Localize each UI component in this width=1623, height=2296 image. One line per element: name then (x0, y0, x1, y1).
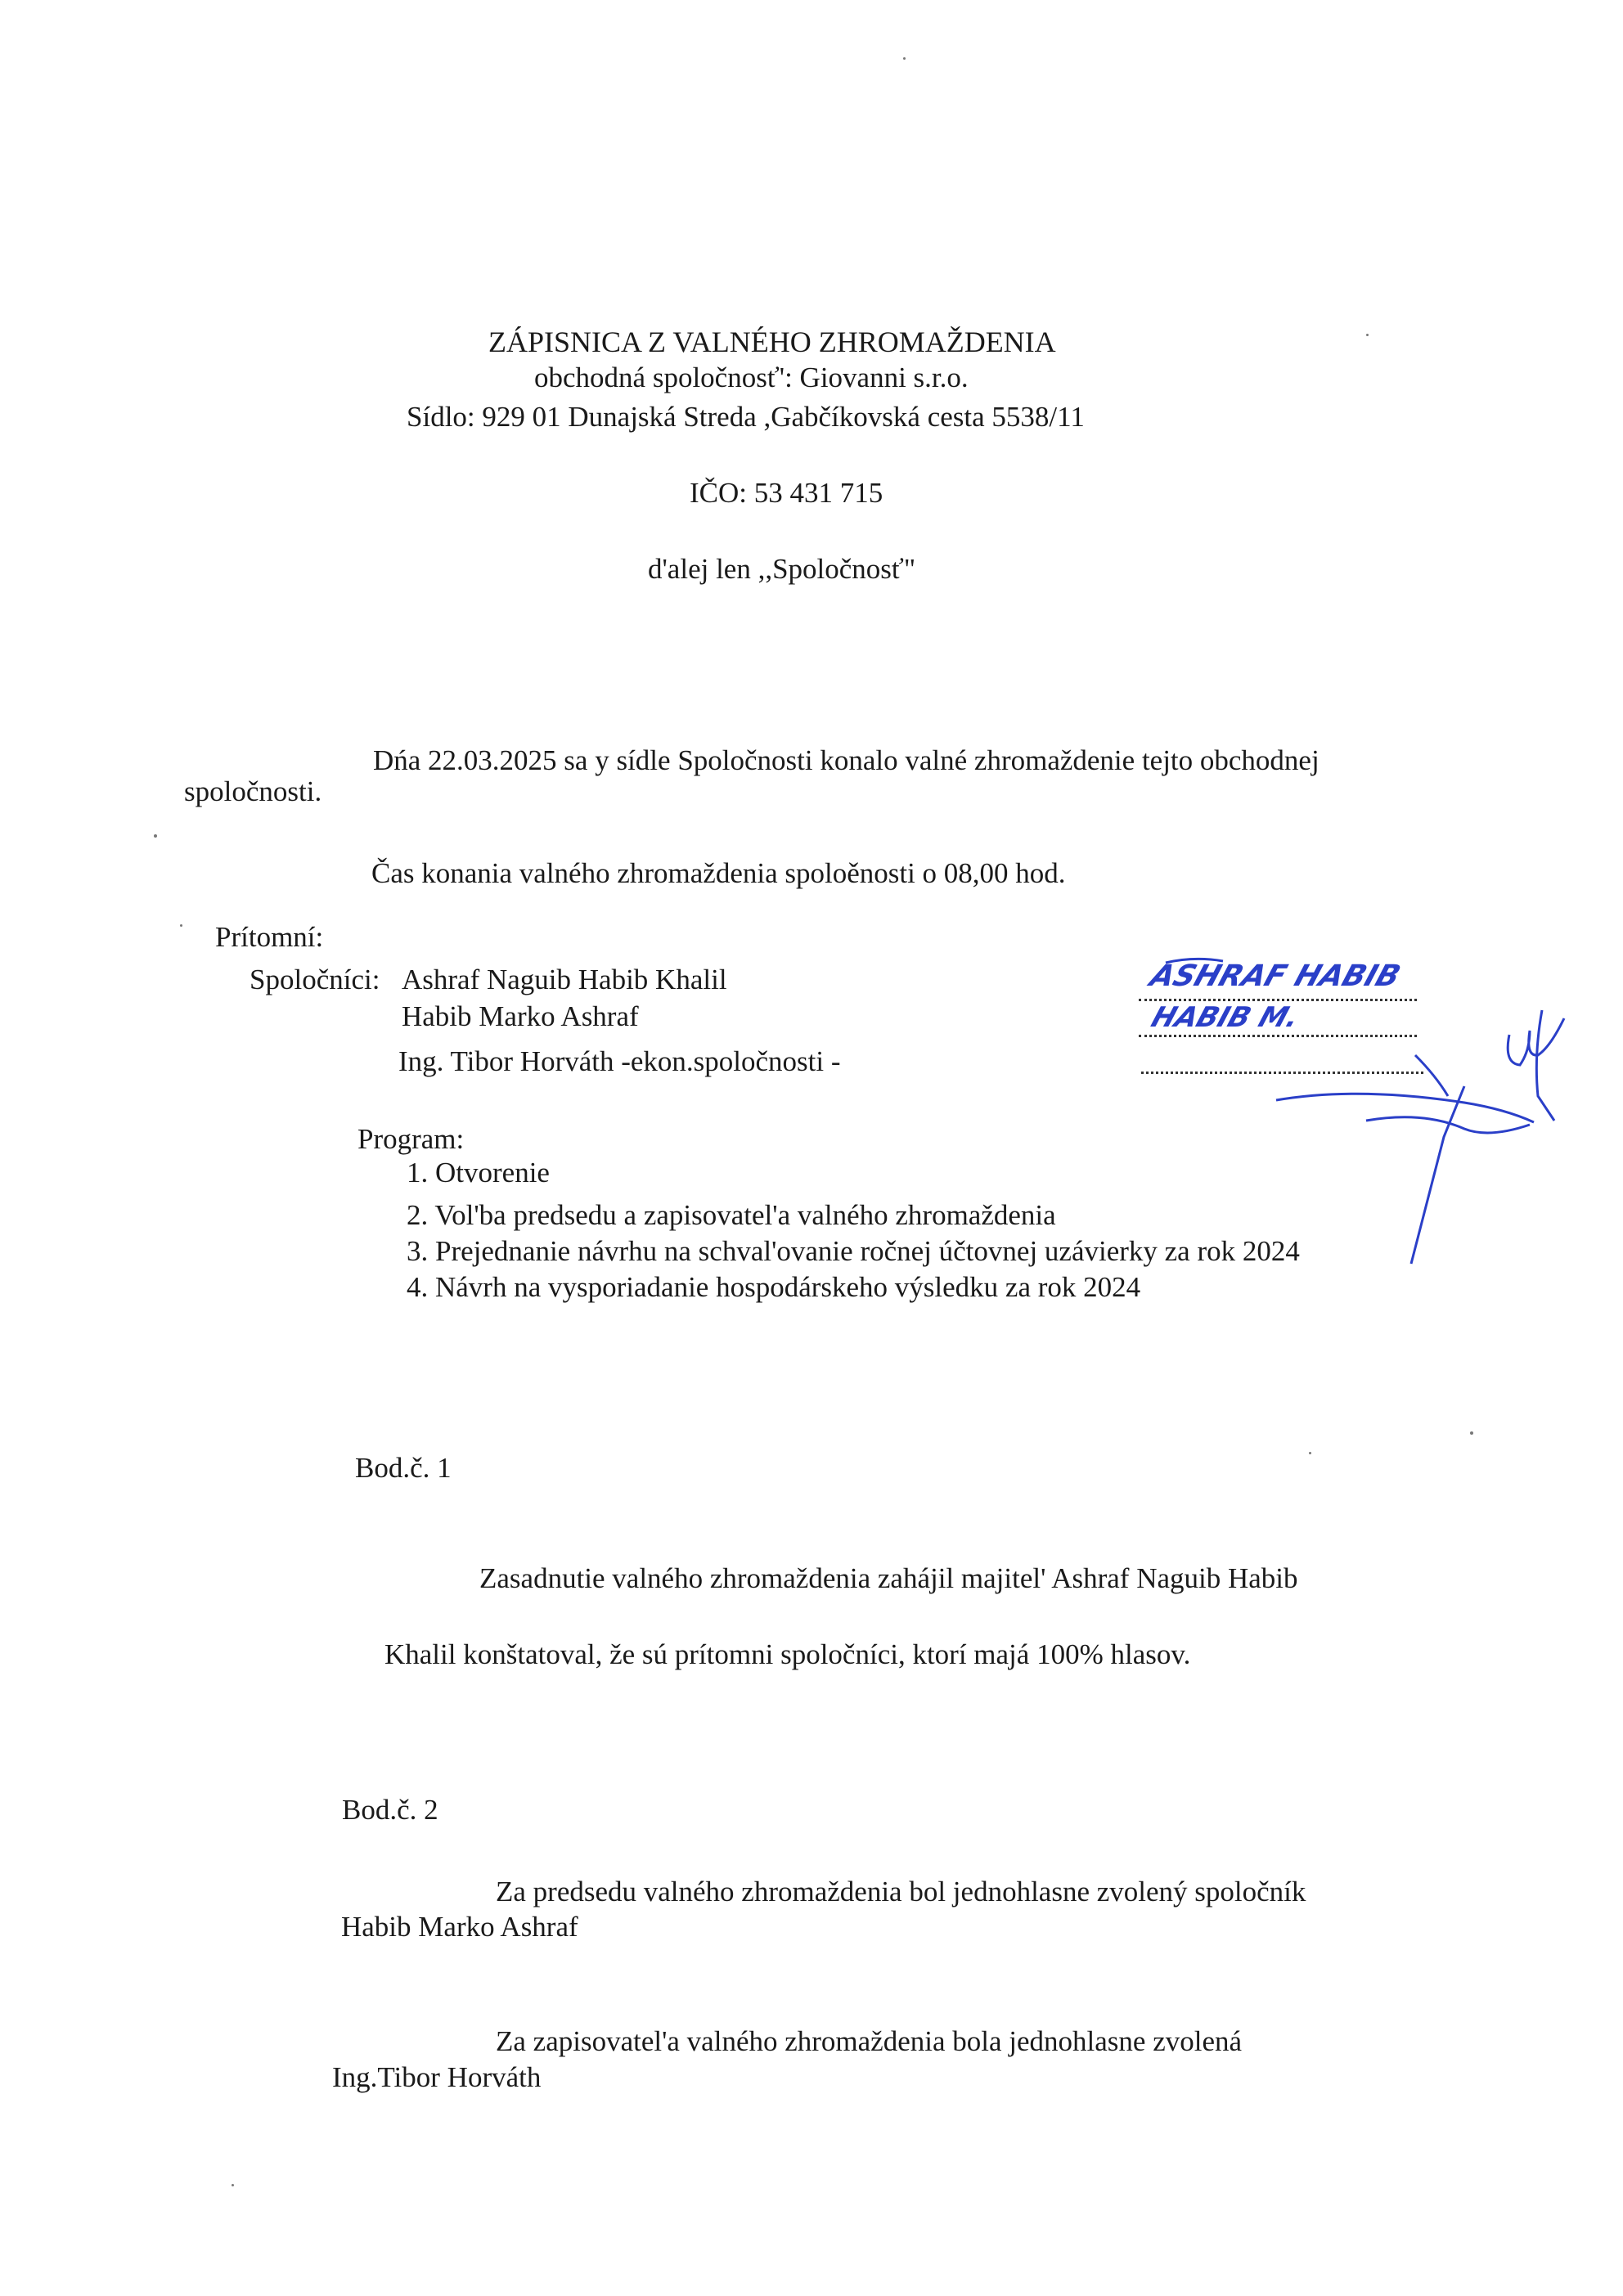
program-item-1: 1. Otvorenie (407, 1157, 550, 1188)
alias-line: d'alej len ,,Spoločnosť" (648, 553, 916, 585)
program-item-3: 3. Prejednanie návrhu na schval'ovanie ročnej účtovnej uzávierky za rok 2024 (407, 1235, 1300, 1267)
intro-line-2: spoločnosti. (184, 775, 322, 807)
economist-name: Ing. Tibor Horváth -ekon.spoločnosti - (398, 1045, 841, 1077)
ico-line: IČO: 53 431 715 (690, 477, 883, 509)
scan-speck (1309, 1452, 1311, 1454)
partners-label: Spoločníci: (250, 964, 380, 995)
intro-line-1: Dńa 22.03.2025 sa y sídle Spoločnosti konalo valné zhromaždenie tejto obchodnej (373, 744, 1320, 776)
program-item-4: 4. Návrh na vysporiadanie hospodárskeho výsledku za rok 2024 (407, 1271, 1141, 1303)
bod2-chair-line-1: Za predsedu valného zhromaždenia bol jednohlasne zvolený spoločník (496, 1876, 1306, 1907)
scan-speck (154, 834, 157, 838)
bod2-clerk-line-1: Za zapisovatel'a valného zhromaždenia bola jednohlasne zvolená (496, 2025, 1243, 2057)
handwritten-signature-3 (1260, 1006, 1587, 1284)
partner-name-2: Habib Marko Ashraf (402, 1000, 639, 1032)
scan-speck (903, 57, 906, 60)
scan-speck (1470, 1431, 1473, 1435)
bod2-heading: Bod.č. 2 (342, 1794, 438, 1826)
bod1-line-1: Zasadnutie valného zhromaždenia zahájil majitel' Ashraf Naguib Habib (479, 1562, 1298, 1594)
document-title: ZÁPISNICA Z VALNÉHO ZHROMAŽDENIA (488, 326, 1056, 358)
scan-speck (232, 2184, 234, 2186)
program-item-2: 2. Vol'ba predsedu a zapisovatel'a valného zhromaždenia (407, 1199, 1056, 1231)
company-line: obchodná spoločnosť': Giovanni s.r.o. (534, 362, 969, 393)
bod2-chair-line-2: Habib Marko Ashraf (341, 1911, 578, 1943)
present-label: Prítomní: (215, 921, 324, 953)
scan-speck (180, 924, 182, 927)
meeting-time-line: Čas konania valného zhromaždenia spoloěnosti o 08,00 hod. (371, 857, 1066, 889)
bod1-line-2: Khalil konštatoval, že sú prítomni spoločníci, ktorí majá 100% hlasov. (384, 1638, 1191, 1670)
bod1-heading: Bod.č. 1 (355, 1452, 452, 1484)
partner-name-1: Ashraf Naguib Habib Khalil (402, 964, 727, 995)
seat-line: Sídlo: 929 01 Dunajská Streda ,Gabčíkovská cesta 5538/11 (407, 401, 1085, 433)
program-label: Program: (357, 1123, 465, 1155)
signature-1-text: ASHRAF HABIB (1145, 958, 1405, 993)
scan-speck (1366, 334, 1369, 336)
bod2-clerk-line-2: Ing.Tibor Horváth (332, 2061, 542, 2093)
signature-2-text: HABIB M. (1147, 1001, 1303, 1034)
